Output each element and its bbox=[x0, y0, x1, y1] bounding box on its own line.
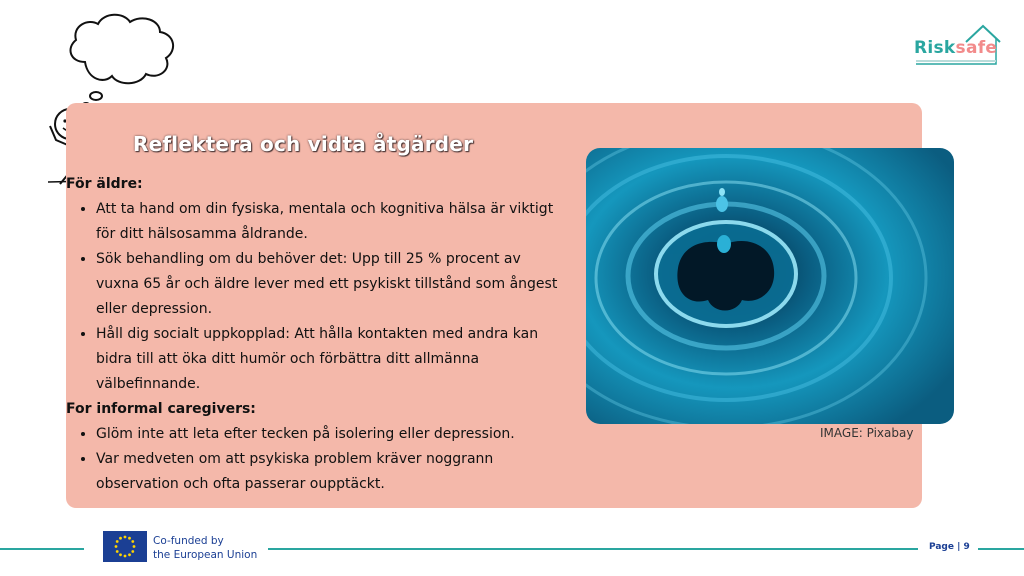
logo-tagline bbox=[916, 60, 996, 62]
image-caption: IMAGE: Pixabay bbox=[820, 426, 914, 440]
list-item: • Att ta hand om din fysiska, mentala och kognitiva hälsa är viktigt för ditt hälsosamma åldrande. bbox=[96, 197, 566, 247]
footer-line-middle bbox=[268, 548, 918, 550]
logo-text bbox=[914, 38, 997, 58]
bullet-list-caregivers bbox=[66, 422, 566, 497]
body-text bbox=[66, 172, 566, 497]
logo-safe: safe bbox=[955, 38, 998, 58]
footer-line-right bbox=[978, 548, 1024, 550]
eu-label-line2: the European Union bbox=[153, 549, 258, 561]
slide-title: Reflektera och vidta åtgärder bbox=[133, 132, 474, 156]
section-heading-elderly: För äldre: bbox=[66, 176, 143, 192]
eu-cofunded-label bbox=[153, 534, 257, 562]
eu-flag-icon bbox=[103, 531, 147, 562]
list-item: • Var medveten om att psykiska problem kräver noggrann observation och ofta passerar oupptäckt. bbox=[96, 447, 566, 497]
list-item: • Sök behandling om du behöver det: Upp till 25 % procent av vuxna 65 år och äldre lever med ett psykiskt tillstånd som ångest eller depression. bbox=[96, 247, 566, 322]
water-drop-image bbox=[586, 148, 954, 424]
bullet-list-elderly bbox=[66, 197, 566, 397]
eu-label-line1: Co-funded by bbox=[153, 535, 224, 547]
section-heading-caregivers: For informal caregivers: bbox=[66, 401, 256, 417]
logo-risk: Risk bbox=[914, 38, 956, 58]
risksafe-logo bbox=[910, 20, 1010, 70]
footer-line-left bbox=[0, 548, 84, 550]
list-item: • Håll dig socialt uppkopplad: Att hålla kontakten med andra kan bidra till att öka ditt humör och förbättra ditt allmänna välbefinnande. bbox=[96, 322, 566, 397]
page-number: Page | 9 bbox=[929, 542, 970, 552]
list-item: • Glöm inte att leta efter tecken på isolering eller depression. bbox=[96, 422, 566, 447]
